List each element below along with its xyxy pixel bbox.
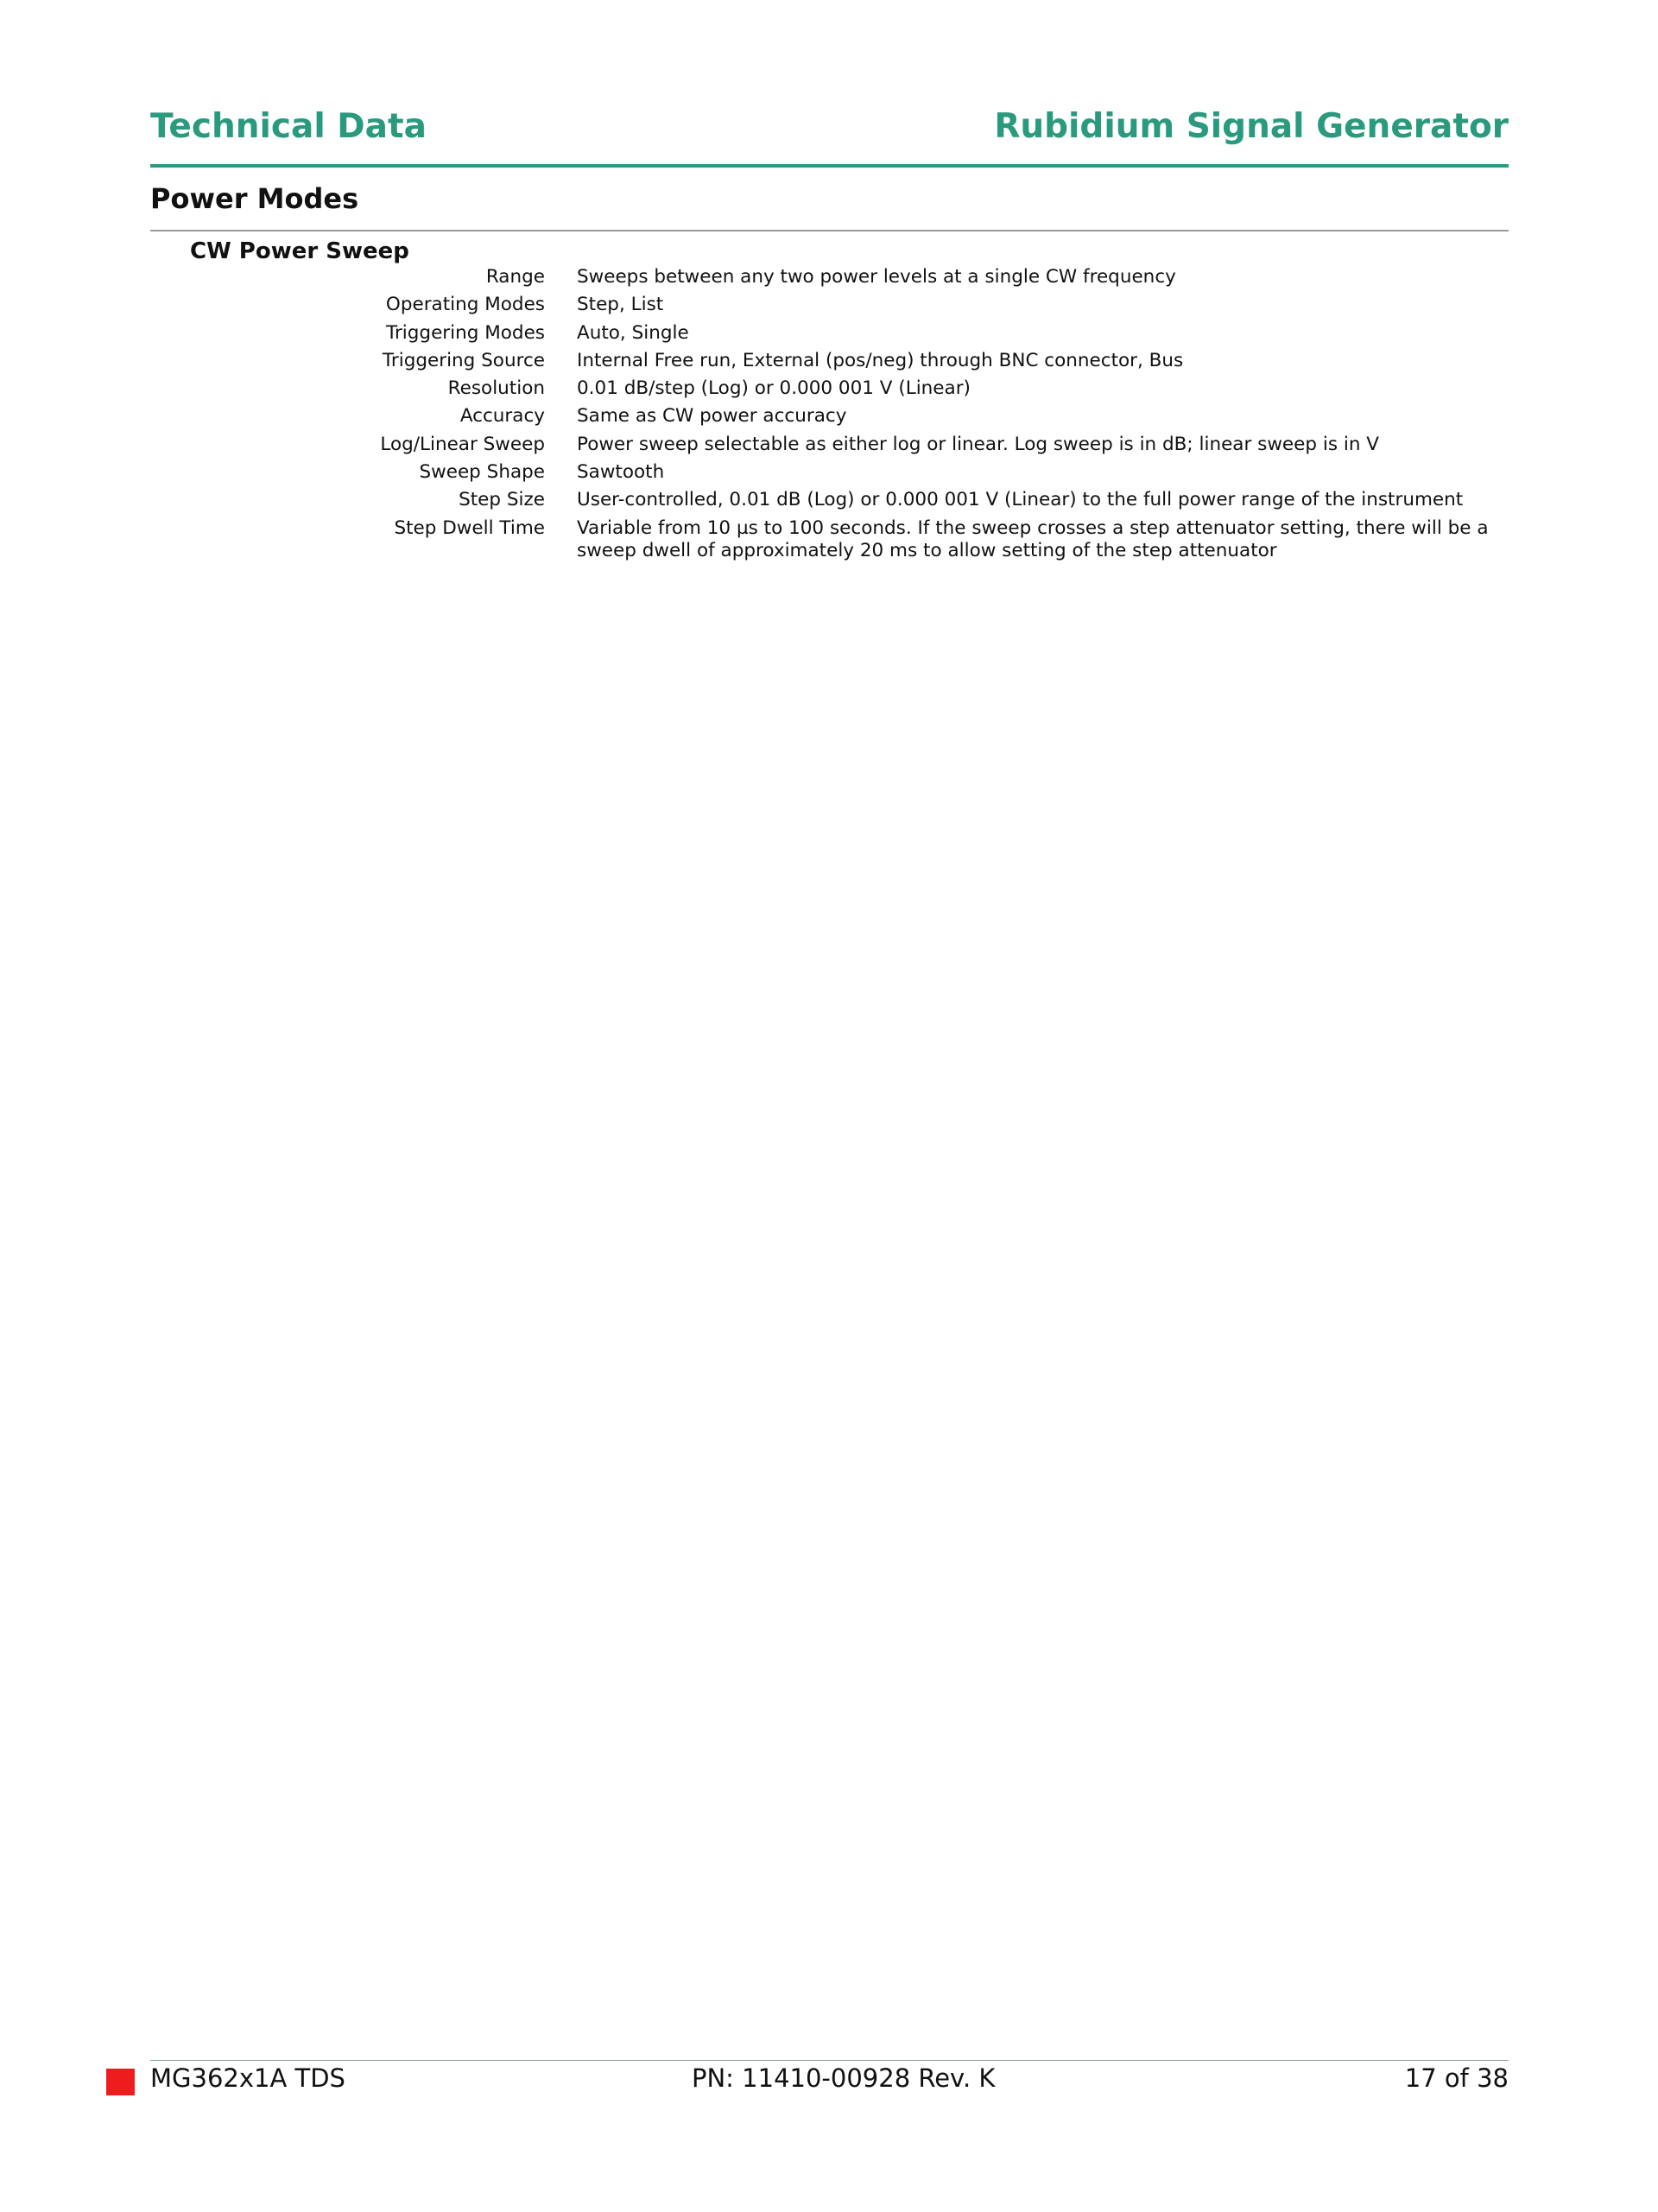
spec-value: Variable from 10 µs to 100 seconds. If the sweep crosses a step attenuator setting, there will be a sweep dwell of approximately 20 ms to allow setting of the step attenuator [577, 517, 1489, 561]
spec-value: Power sweep selectable as either log or linear. Log sweep is in dB; linear sweep is in V [577, 433, 1380, 455]
spec-row-accuracy [150, 405, 1509, 428]
spec-row-triggering-source [150, 350, 1509, 372]
spec-value: User-controlled, 0.01 dB (Log) or 0.000 001 V (Linear) to the full power range of the instrument [577, 489, 1464, 511]
spec-label: Step Dwell Time [394, 517, 545, 539]
spec-table [150, 266, 1509, 567]
spec-label: Triggering Modes [385, 321, 545, 344]
spec-row-resolution [150, 377, 1509, 400]
spec-value: 0.01 dB/step (Log) or 0.000 001 V (Linear) [577, 377, 971, 400]
spec-label: Log/Linear Sweep [380, 433, 545, 455]
spec-row-triggering-modes [150, 322, 1509, 345]
subsection-title: CW Power Sweep [190, 238, 409, 264]
red-square-marker-icon [106, 2069, 135, 2095]
spec-label: Operating Modes [385, 294, 545, 316]
spec-row-step-size [150, 489, 1509, 511]
spec-row-step-dwell-time [150, 517, 1509, 562]
page-header [150, 105, 1509, 149]
spec-row-operating-modes [150, 294, 1509, 316]
spec-value: Internal Free run, External (pos/neg) through BNC connector, Bus [577, 349, 1184, 371]
spec-value: Auto, Single [577, 321, 689, 344]
spec-value: Sweeps between any two power levels at a single CW frequency [577, 266, 1176, 288]
section-divider [150, 230, 1509, 231]
spec-row-range [150, 266, 1509, 288]
header-divider [150, 164, 1509, 168]
footer-page-number: 17 of 38 [1404, 2063, 1509, 2093]
footer-part-number: PN: 11410-00928 Rev. K [692, 2063, 996, 2093]
section-title: Power Modes [150, 182, 359, 215]
footer-document-name: MG362x1A TDS [150, 2063, 345, 2093]
spec-value: Step, List [577, 294, 664, 316]
header-title-left: Technical Data [150, 107, 427, 146]
header-title-right: Rubidium Signal Generator [994, 107, 1509, 146]
spec-value: Same as CW power accuracy [577, 405, 847, 428]
spec-label: Accuracy [459, 405, 545, 428]
spec-label: Sweep Shape [419, 461, 545, 484]
spec-label: Resolution [447, 377, 545, 400]
spec-label: Step Size [459, 489, 545, 511]
spec-label: Triggering Source [382, 349, 545, 371]
spec-row-log-linear-sweep [150, 434, 1509, 456]
spec-value: Sawtooth [577, 461, 665, 484]
spec-row-sweep-shape [150, 461, 1509, 484]
spec-label: Range [485, 266, 545, 288]
